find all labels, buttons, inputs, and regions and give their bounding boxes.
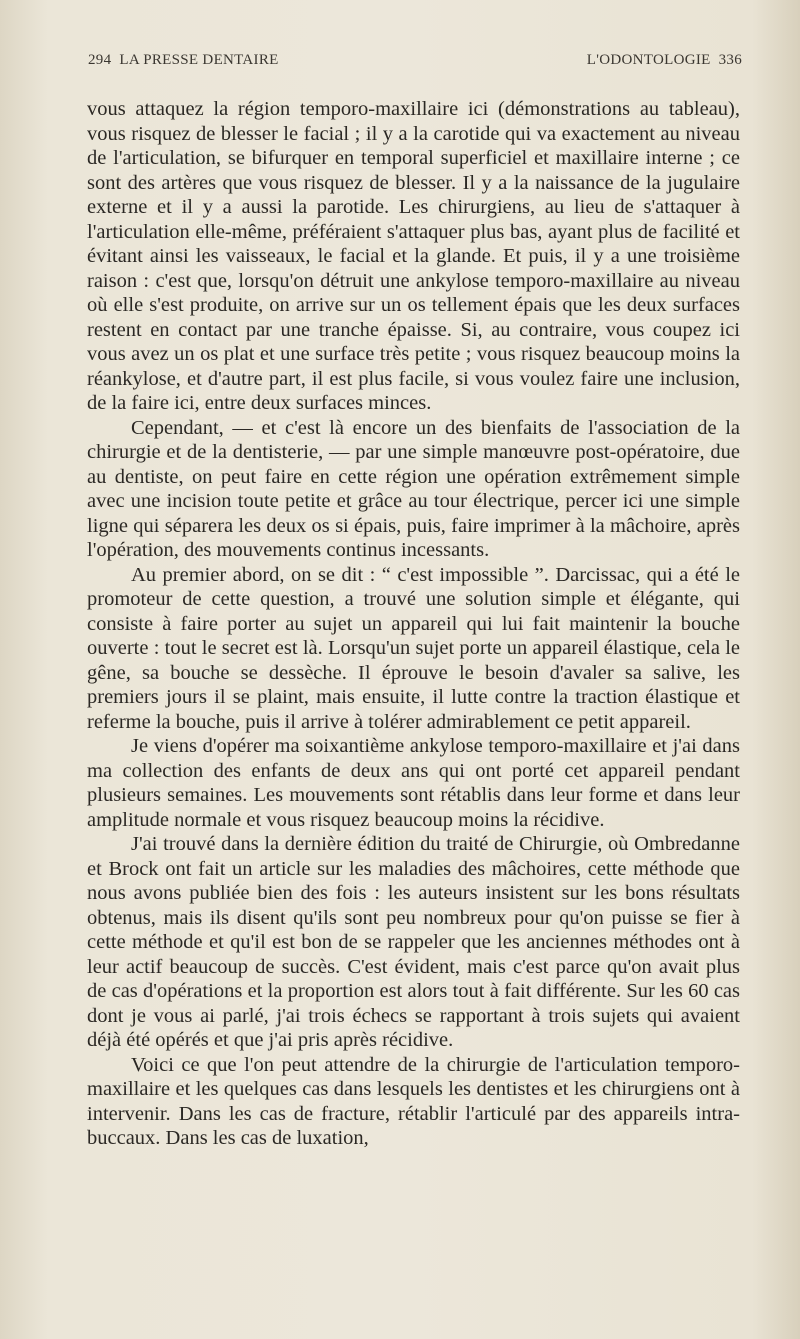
running-head-left (88, 52, 279, 69)
paragraph: J'ai trouvé dans la dernière édition du traité de Chirurgie, où Ombredanne et Brock ont fait un article sur les maladies des mâchoires, cette méthode que nous avons publiée bien des fois : les auteurs insistent sur les bons résultats obtenus, mais ils disent qu'ils sont peu nombreux pour qu'on puisse se fier à cette méthode et qu'il est bon de se rappeler que les anciennes méthodes ont à leur actif beaucoup de succès. C'est évident, mais c'est parce qu'on avait plus de cas d'opérations et la proportion est alors tout à fait différente. Sur les 60 cas dont je vous ai parlé, j'ai trois échecs se rapportant à trois sujets qui avaient déjà été opérés et que j'ai pris après récidive. (87, 833, 740, 1051)
paragraph: Je viens d'opérer ma soixantième ankylose temporo-maxillaire et j'ai dans ma collection des enfants de deux ans qui ont porté cet appareil pendant plusieurs semaines. Les mouvements sont rétablis dans leur forme et dans leur amplitude normale et vous risquez beaucoup moins la récidive. (87, 735, 740, 831)
article-body (87, 97, 740, 1151)
page-number-right: 336 (718, 52, 742, 68)
running-head-right (587, 52, 742, 69)
running-head (88, 52, 742, 72)
paragraph: vous attaquez la région temporo-maxillaire ici (démonstrations au tableau), vous risquez de blesser le facial ; il y a la carotide qui va exactement au niveau de l'articulation, se bifurquer en temporal superficiel et maxillaire interne ; ce sont des artères que vous risquez de blesser. Il y a la naissance de la jugulaire externe et il y a aussi la parotide. Les chirurgiens, au lieu de s'attaquer à l'articulation elle-même, préféraient s'attaquer plus bas, ayant plus de facilité et évitant ainsi les vaisseaux, le facial et la glande. Et puis, il y a une troisième raison : c'est que, lorsqu'on détruit une ankylose temporo-maxillaire au niveau où elle s'est produite, on arrive sur un os tellement épais que les deux surfaces restent en contact par une tranche épaisse. Si, au contraire, vous coupez ici vous avez un os plat et une surface très petite ; vous risquez beaucoup moins la réankylose, et d'autre part, il est plus facile, si vous voulez faire une inclusion, de la faire ici, entre deux surfaces minces. (87, 98, 740, 414)
journal-title-right: L'ODONTOLOGIE (586, 52, 711, 68)
paragraph: Au premier abord, on se dit : “ c'est impossible ”. Darcissac, qui a été le promoteur de cette question, a trouvé une solution simple et élégante, qui consiste à faire porter au sujet un appareil qui lui fait maintenir la bouche ouverte : tout le secret est là. Lorsqu'un sujet porte un appareil élastique, cela le gêne, sa bouche se dessèche. Il éprouve le besoin d'avaler sa salive, les premiers jours il se plaint, mais ensuite, il lutte contre la traction élastique et referme la bouche, puis il arrive à tolérer admirablement ce petit appareil. (87, 563, 740, 733)
page-number-left: 294 (88, 52, 112, 68)
paragraph: Voici ce que l'on peut attendre de la chirurgie de l'articulation temporo-maxillaire et les quelques cas dans lesquels les dentistes et les chirurgiens ont à intervenir. Dans les cas de fracture, rétablir l'articulé par des appareils intra-buccaux. Dans les cas de luxation, (87, 1053, 740, 1149)
journal-title-left: LA PRESSE DENTAIRE (119, 52, 279, 68)
paragraph: Cependant, — et c'est là encore un des bienfaits de l'association de la chirurgie et de la dentisterie, — par une simple manœuvre post-opératoire, due au dentiste, on peut faire en cette région une opération extrêmement simple avec une incision toute petite et grâce au tour électrique, percer ici une simple ligne qui séparera les deux os si épais, puis, faire imprimer à la mâchoire, après l'opération, des mouvements continus incessants. (87, 416, 740, 561)
